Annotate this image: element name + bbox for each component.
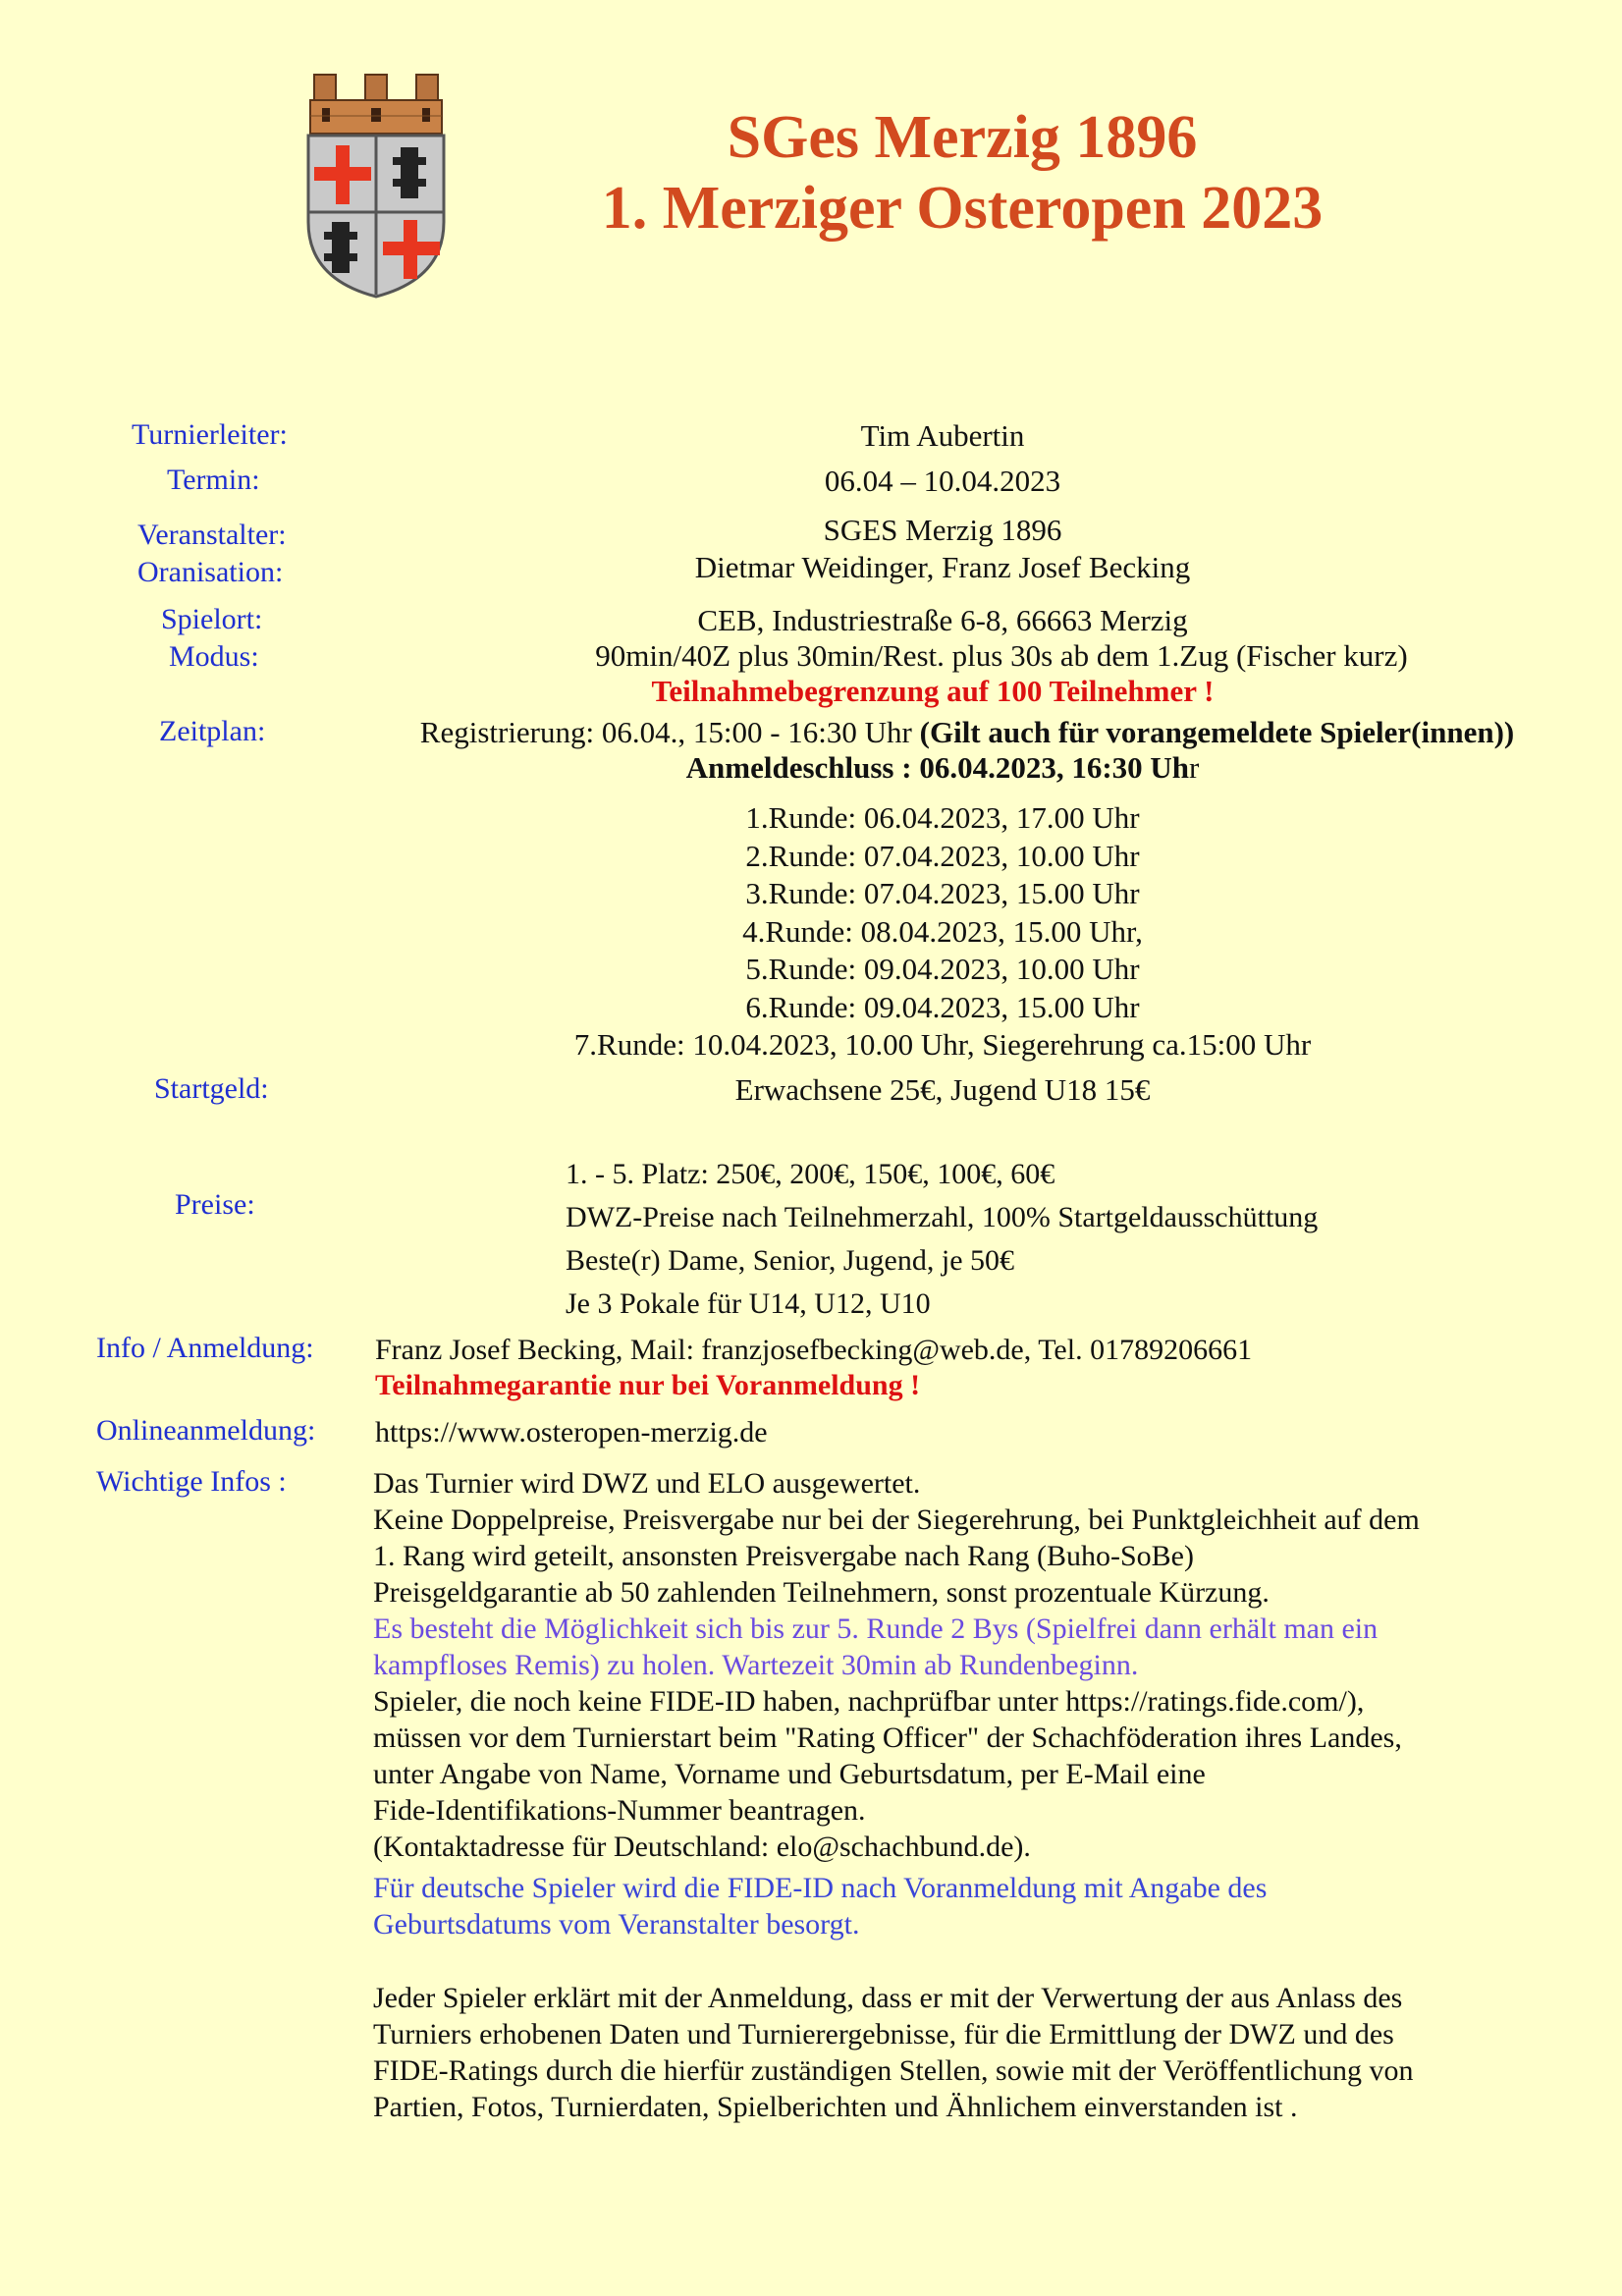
label-organisation: Oranisation: xyxy=(137,556,284,588)
info-line: müssen vor dem Turnierstart beim "Rating Officer" der Schachföderation ihres Landes, xyxy=(373,1722,1402,1754)
info-line: Jeder Spieler erklärt mit der Anmeldung, dass er mit der Verwertung der aus Anlass des xyxy=(373,1982,1403,2014)
label-wichtig: Wichtige Infos : xyxy=(96,1465,287,1498)
info-line: 1. Rang wird geteilt, ansonsten Preisvergabe nach Rang (Buho-SoBe) xyxy=(373,1540,1194,1572)
info-line: Preisgeldgarantie ab 50 zahlenden Teilnehmern, sonst prozentuale Kürzung. xyxy=(373,1576,1270,1609)
label-online: Onlineanmeldung: xyxy=(96,1414,316,1447)
deadline-bold: Anmeldeschluss : 06.04.2023, 16:30 Uh xyxy=(685,750,1190,785)
info-line: kampfloses Remis) zu holen. Wartezeit 30min ab Rundenbeginn. xyxy=(373,1649,1139,1681)
title-club: SGes Merzig 1896 xyxy=(727,104,1198,171)
prize-item: Beste(r) Dame, Senior, Jugend, je 50€ xyxy=(566,1244,1015,1277)
info-line: Keine Doppelpreise, Preisvergabe nur bei der Siegerehrung, bei Punktgleichheit auf dem xyxy=(373,1503,1420,1536)
info-line: Turniers erhobenen Daten und Turnierergebnisse, für die Ermittlung der DWZ und des xyxy=(373,2018,1394,2050)
round-item: 2.Runde: 07.04.2023, 10.00 Uhr xyxy=(745,838,1140,873)
round-item: 6.Runde: 09.04.2023, 15.00 Uhr xyxy=(745,989,1140,1024)
prize-item: 1. - 5. Platz: 250€, 200€, 150€, 100€, 60€ xyxy=(566,1158,1055,1190)
label-modus: Modus: xyxy=(169,640,259,673)
value-spielort: CEB, Industriestraße 6-8, 66663 Merzig xyxy=(697,603,1188,637)
important-info-german-players xyxy=(373,1870,1267,1942)
info-line: Partien, Fotos, Turnierdaten, Spielberichten und Ähnlichem einverstanden ist . xyxy=(373,2091,1298,2123)
title-tournament: 1. Merziger Osteropen 2023 xyxy=(601,175,1324,242)
value-modus: 90min/40Z plus 30min/Rest. plus 30s ab dem 1.Zug (Fischer kurz) xyxy=(595,638,1408,673)
round-item: 7.Runde: 10.04.2023, 10.00 Uhr, Siegerehrung ca.15:00 Uhr xyxy=(573,1027,1312,1062)
label-turnierleiter: Turnierleiter: xyxy=(132,418,288,451)
round-item: 3.Runde: 07.04.2023, 15.00 Uhr xyxy=(745,876,1140,910)
label-startgeld: Startgeld: xyxy=(154,1072,269,1105)
label-preise: Preise: xyxy=(175,1188,255,1221)
label-info: Info / Anmeldung: xyxy=(96,1332,314,1364)
round-schedule xyxy=(452,799,1433,1065)
value-veranstalter: SGES Merzig 1896 xyxy=(823,513,1062,547)
info-line: Es besteht die Möglichkeit sich bis zur 5. Runde 2 Bys (Spielfrei dann erhält man ein xyxy=(373,1613,1379,1645)
important-info-fide xyxy=(373,1683,1402,1865)
registration-note: (Gilt auch für vorangemeldete Spieler(innen)) xyxy=(919,715,1515,749)
label-termin: Termin: xyxy=(167,464,260,496)
value-organisation: Dietmar Weidinger, Franz Josef Becking xyxy=(694,550,1191,584)
prize-item: Je 3 Pokale für U14, U12, U10 xyxy=(566,1287,931,1320)
value-termin: 06.04 – 10.04.2023 xyxy=(824,464,1061,498)
website-link[interactable]: https://www.osteropen-merzig.de xyxy=(375,1416,768,1449)
label-spielort: Spielort: xyxy=(161,603,263,635)
info-line: Das Turnier wird DWZ und ELO ausgewertet. xyxy=(373,1467,921,1500)
value-turnierleiter: Tim Aubertin xyxy=(860,418,1025,453)
round-item: 5.Runde: 09.04.2023, 10.00 Uhr xyxy=(745,952,1140,986)
prizes-list xyxy=(566,1153,1318,1326)
label-zeitplan: Zeitplan: xyxy=(159,715,266,747)
info-line: Für deutsche Spieler wird die FIDE-ID nach Voranmeldung mit Angabe des xyxy=(373,1872,1268,1904)
info-line: FIDE-Ratings durch die hierfür zuständigen Stellen, sowie mit der Veröffentlichung von xyxy=(373,2054,1414,2087)
round-item: 1.Runde: 06.04.2023, 17.00 Uhr xyxy=(745,800,1140,835)
info-line: unter Angabe von Name, Vorname und Geburtsdatum, per E-Mail eine xyxy=(373,1758,1206,1790)
info-line: Spieler, die noch keine FIDE-ID haben, nachprüfbar unter https://ratings.fide.com/), xyxy=(373,1685,1365,1718)
registration-time: Registrierung: 06.04., 15:00 - 16:30 Uhr xyxy=(419,715,920,749)
value-startgeld: Erwachsene 25€, Jugend U18 15€ xyxy=(734,1072,1151,1107)
important-info-byes xyxy=(373,1611,1378,1683)
round-item: 4.Runde: 08.04.2023, 15.00 Uhr, xyxy=(742,913,1143,949)
label-veranstalter: Veranstalter: xyxy=(137,519,287,551)
deadline-tail: r xyxy=(1189,750,1200,785)
coat-of-arms-icon xyxy=(302,65,450,301)
info-line: Fide-Identifikations-Nummer beantragen. xyxy=(373,1794,866,1827)
prize-item: DWZ-Preise nach Teilnehmerzahl, 100% Startgeldausschüttung xyxy=(566,1201,1319,1233)
participant-limit: Teilnahmebegrenzung auf 100 Teilnehmer ! xyxy=(651,674,1215,708)
registration xyxy=(353,715,1581,750)
registration-guarantee: Teilnahmegarantie nur bei Voranmeldung ! xyxy=(375,1369,921,1401)
important-info-consent xyxy=(373,1980,1414,2125)
info-line: Geburtsdatums vom Veranstalter besorgt. xyxy=(373,1908,860,1941)
value-info: Franz Josef Becking, Mail: franzjosefbecking@web.de, Tel. 01789206661 xyxy=(375,1334,1253,1366)
registration-deadline xyxy=(550,750,1335,786)
important-info-block-1 xyxy=(373,1465,1420,1611)
info-line: (Kontaktadresse für Deutschland: elo@schachbund.de). xyxy=(373,1831,1031,1863)
